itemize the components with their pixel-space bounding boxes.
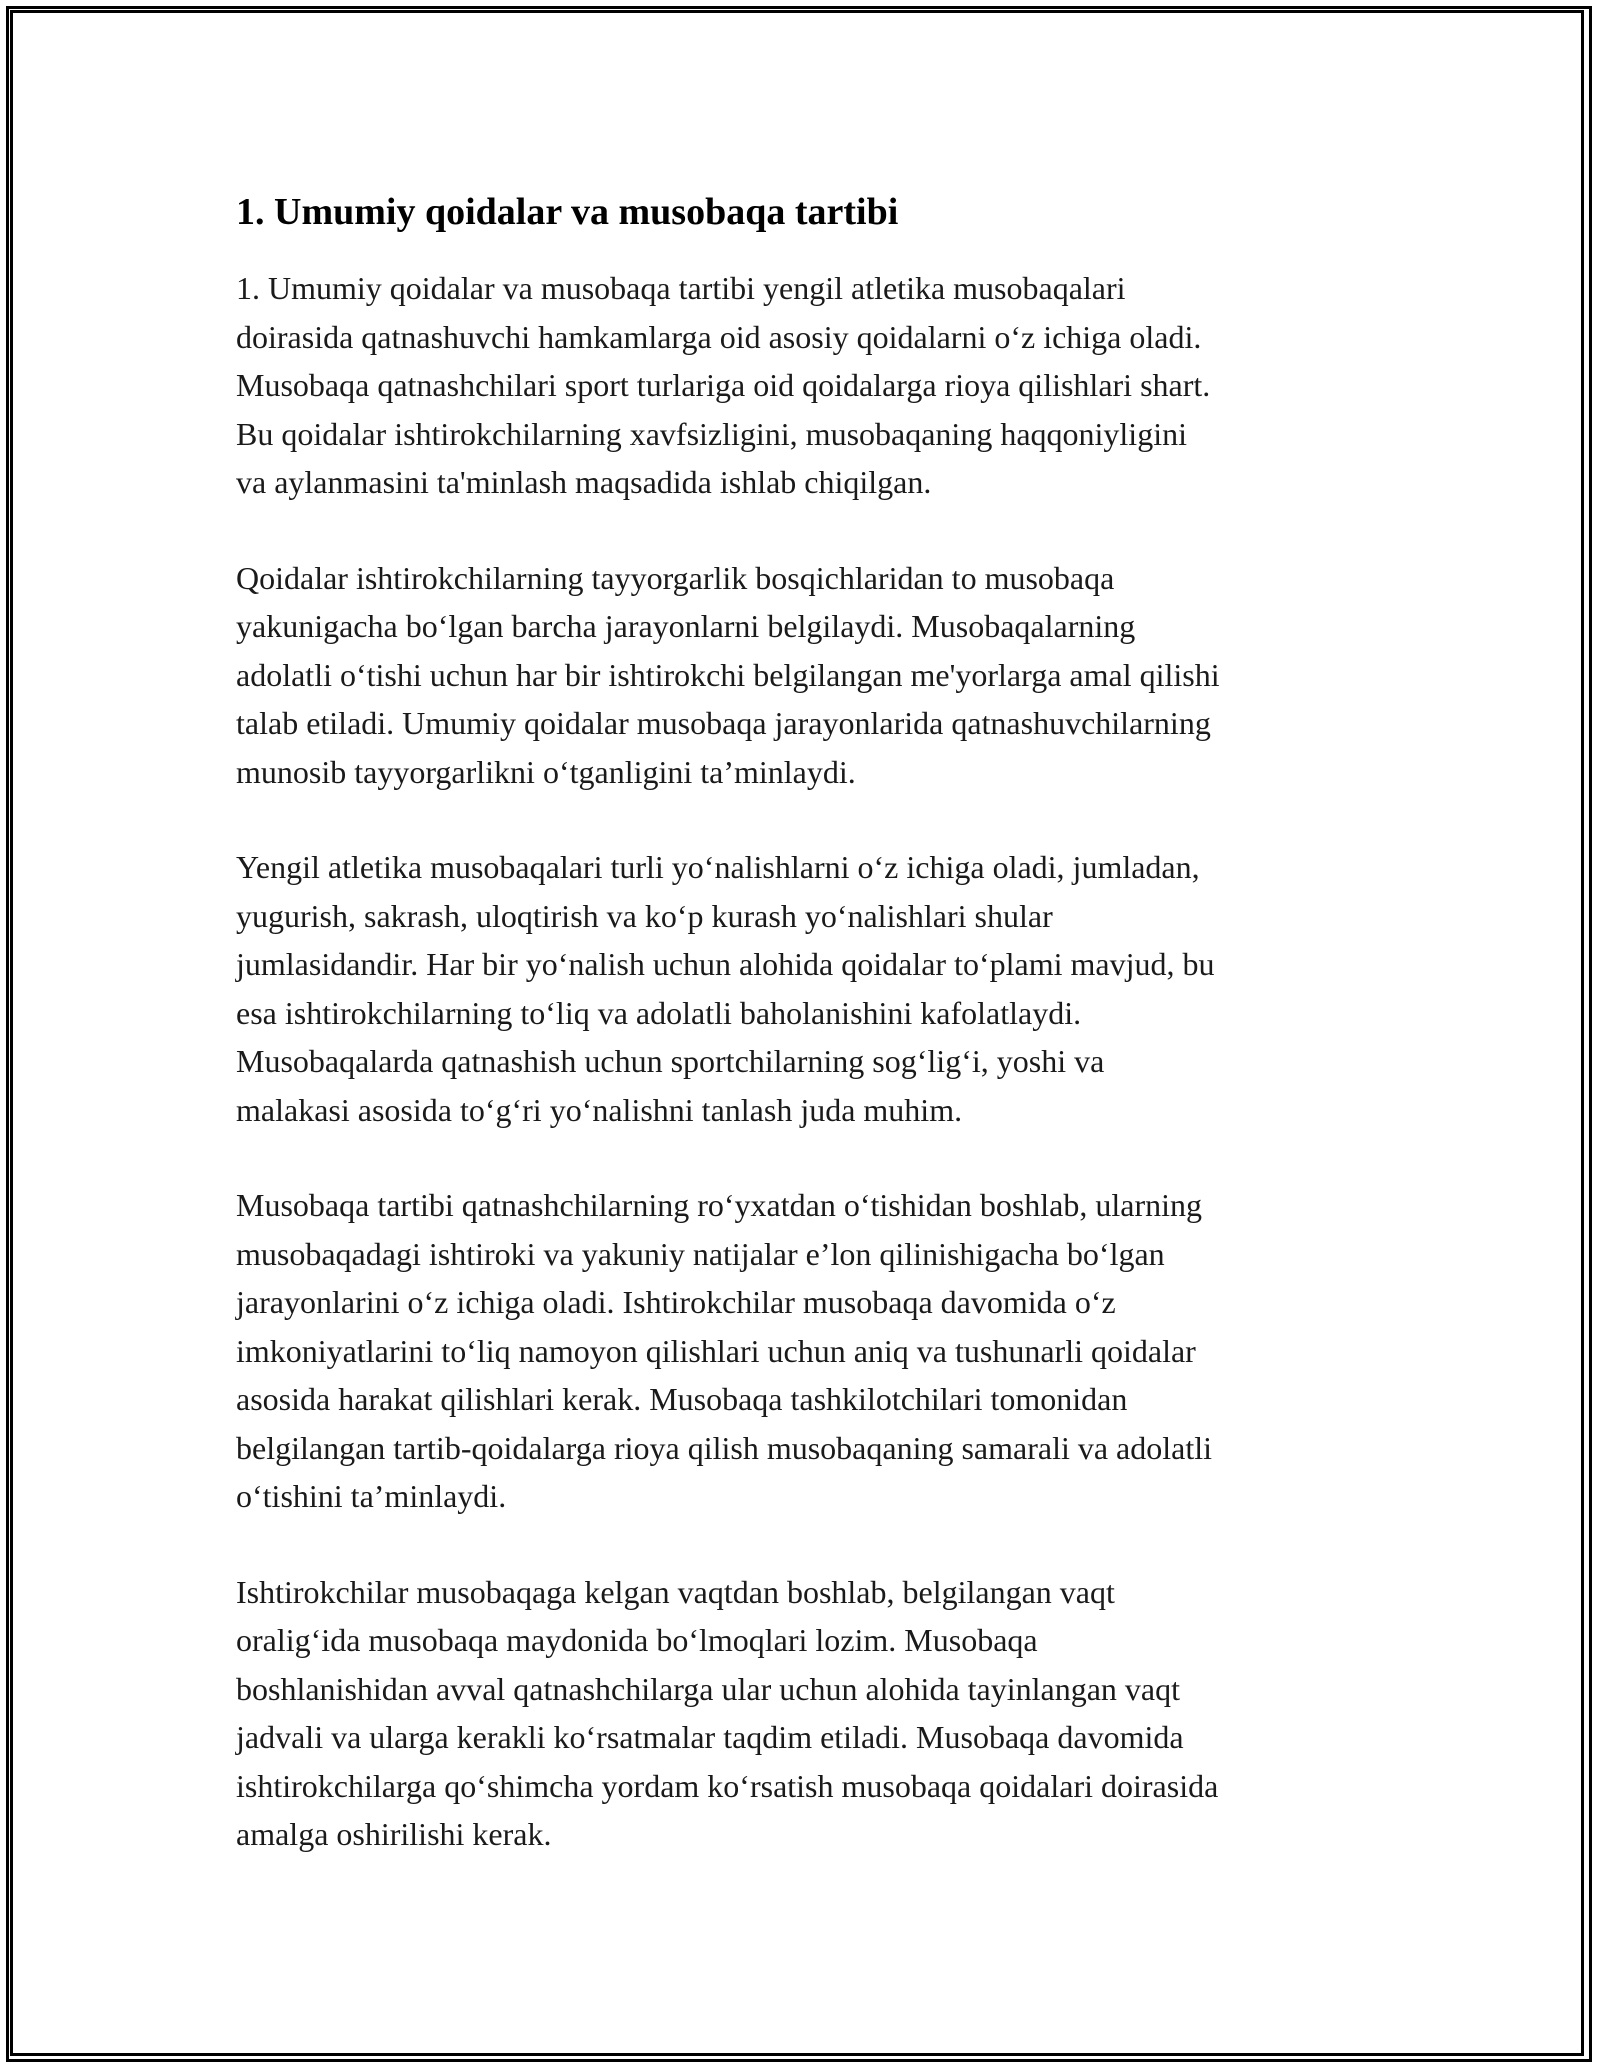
paragraph-line: oralig‘ida musobaqa maydonida bo‘lmoqlari lozim. Musobaqa	[236, 1622, 1038, 1658]
paragraph-line: malakasi asosida to‘g‘ri yo‘nalishni tanlash juda muhim.	[236, 1091, 963, 1128]
paragraph-line: 1. Umumiy qoidalar va musobaqa tartibi yengil atletika musobaqalari	[236, 270, 1126, 306]
paragraph-line: Bu qoidalar ishtirokchilarning xavfsizligini, musobaqaning haqqoniyligini	[236, 415, 1187, 452]
paragraph	[236, 1181, 1366, 1521]
paragraph-line: adolatli o‘tishi uchun har bir ishtirokchi belgilangan me'yorlarga amal qilishi	[236, 656, 1220, 693]
paragraph-line: ishtirokchilarga qo‘shimcha yordam ko‘rsatish musobaqa qoidalari doirasida	[236, 1767, 1219, 1804]
paragraph-line: va aylanmasini ta'minlash maqsadida ishlab chiqilgan.	[236, 464, 932, 500]
paragraph-list	[236, 264, 1366, 1859]
paragraph-line: Qoidalar ishtirokchilarning tayyorgarlik bosqichlaridan to musobaqa	[236, 559, 1115, 596]
paragraph-line: boshlanishidan avval qatnashchilarga ular uchun alohida tayinlangan vaqt	[236, 1670, 1181, 1707]
paragraph-line: esa ishtirokchilarning to‘liq va adolatli baholanishini kafolatlaydi.	[236, 994, 1082, 1031]
paragraph-line: musobaqadagi ishtiroki va yakuniy natijalar e’lon qilinishigacha bo‘lgan	[236, 1235, 1165, 1272]
document-body	[236, 186, 1366, 1859]
paragraph-line: yugurish, sakrash, uloqtirish va ko‘p kurash yo‘nalishlari shular	[236, 897, 1053, 934]
paragraph-line: doirasida qatnashuvchi hamkamlarga oid asosiy qoidalarni o‘z ichiga oladi.	[236, 318, 1202, 355]
paragraph-line: asosida harakat qilishlari kerak. Musobaqa tashkilotchilari tomonidan	[236, 1381, 1128, 1417]
paragraph-line: talab etiladi. Umumiy qoidalar musobaqa jarayonlarida qatnashuvchilarning	[236, 705, 1211, 741]
paragraph-line: munosib tayyorgarlikni o‘tganligini ta’minlaydi.	[236, 753, 856, 790]
paragraph	[236, 1568, 1366, 1859]
paragraph-line: yakunigacha bo‘lgan barcha jarayonlarni belgilaydi. Musobaqalarning	[236, 608, 1136, 644]
paragraph-line: Musobaqa tartibi qatnashchilarning ro‘yxatdan o‘tishidan boshlab, ularning	[236, 1187, 1202, 1223]
paragraph-line: imkoniyatlarini to‘liq namoyon qilishlari uchun aniq va tushunarli qoidalar	[236, 1332, 1196, 1369]
paragraph-line: Musobaqalarda qatnashish uchun sportchilarning sog‘lig‘i, yoshi va	[236, 1043, 1105, 1079]
paragraph	[236, 843, 1366, 1134]
paragraph	[236, 554, 1366, 797]
paragraph-line: belgilangan tartib-qoidalarga rioya qilish musobaqaning samarali va adolatli	[236, 1429, 1213, 1466]
paragraph	[236, 264, 1366, 507]
section-heading: 1. Umumiy qoidalar va musobaqa tartibi	[236, 191, 899, 233]
paragraph-line: o‘tishini ta’minlaydi.	[236, 1478, 507, 1514]
paragraph-line: Yengil atletika musobaqalari turli yo‘nalishlarni o‘z ichiga oladi, jumladan,	[236, 849, 1200, 885]
paragraph-line: Ishtirokchilar musobaqaga kelgan vaqtdan boshlab, belgilangan vaqt	[236, 1573, 1115, 1610]
paragraph-line: jarayonlarini o‘z ichiga oladi. Ishtirokchilar musobaqa davomida o‘z	[236, 1284, 1116, 1320]
paragraph-line: amalga oshirilishi kerak.	[236, 1816, 552, 1852]
paragraph-line: jadvali va ularga kerakli ko‘rsatmalar taqdim etiladi. Musobaqa davomida	[236, 1719, 1184, 1755]
paragraph-line: Musobaqa qatnashchilari sport turlariga oid qoidalarga rioya qilishlari shart.	[236, 367, 1211, 403]
paragraph-line: jumlasidandir. Har bir yo‘nalish uchun alohida qoidalar to‘plami mavjud, bu	[236, 946, 1215, 982]
